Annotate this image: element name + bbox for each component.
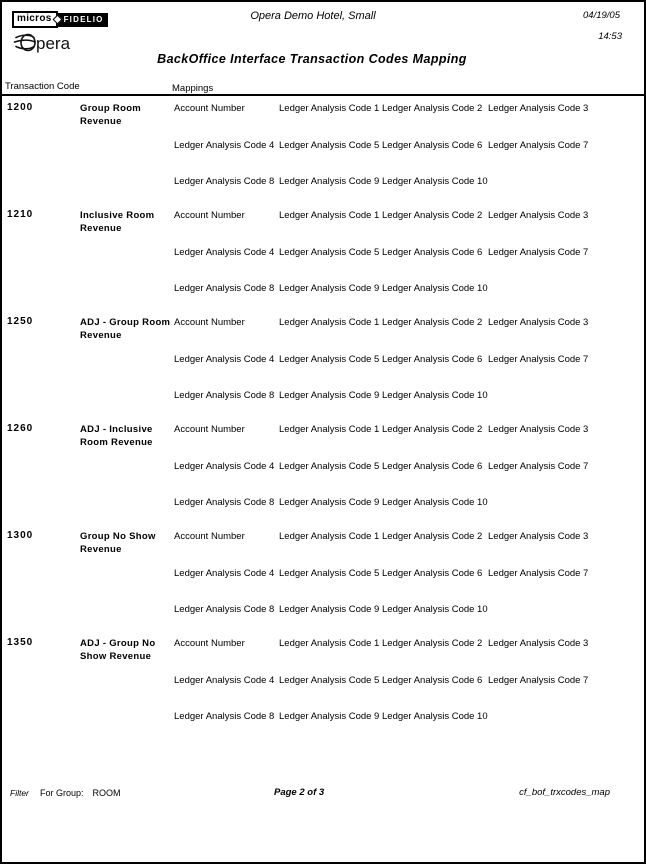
mapping-label: Ledger Analysis Code 2 — [382, 317, 483, 328]
mapping-label: Ledger Analysis Code 4 — [174, 461, 275, 472]
mapping-label: Ledger Analysis Code 9 — [279, 176, 380, 187]
mapping-label: Ledger Analysis Code 1 — [279, 531, 380, 542]
mapping-row — [174, 568, 638, 579]
transaction-code: 1300 — [7, 530, 34, 541]
mapping-label: Ledger Analysis Code 10 — [382, 390, 488, 401]
mapping-label: Ledger Analysis Code 8 — [174, 390, 275, 401]
mapping-label: Ledger Analysis Code 9 — [279, 283, 380, 294]
mapping-label: Ledger Analysis Code 10 — [382, 283, 488, 294]
mapping-label: Ledger Analysis Code 7 — [488, 568, 589, 579]
mapping-label: Ledger Analysis Code 10 — [382, 604, 488, 615]
mapping-label: Ledger Analysis Code 8 — [174, 604, 275, 615]
mapping-label: Ledger Analysis Code 6 — [382, 354, 483, 365]
opera-swirl-icon — [13, 30, 71, 54]
mapping-label: Ledger Analysis Code 2 — [382, 531, 483, 542]
transaction-code: 1200 — [7, 102, 34, 113]
transaction-block — [2, 315, 644, 422]
mapping-label: Ledger Analysis Code 2 — [382, 210, 483, 221]
mapping-label: Ledger Analysis Code 9 — [279, 497, 380, 508]
transaction-description: ADJ - Inclusive Room Revenue — [80, 424, 153, 448]
mapping-label: Ledger Analysis Code 4 — [174, 354, 275, 365]
mapping-row — [174, 354, 638, 365]
report-title: BackOffice Interface Transaction Codes Mapping — [157, 52, 467, 66]
transaction-description: Group No Show Revenue — [80, 531, 156, 555]
mapping-label: Ledger Analysis Code 1 — [279, 424, 380, 435]
mapping-label: Ledger Analysis Code 5 — [279, 354, 380, 365]
mapping-label: Ledger Analysis Code 4 — [174, 247, 275, 258]
mapping-row — [174, 604, 638, 615]
mapping-label: Account Number — [174, 317, 245, 328]
mapping-label: Ledger Analysis Code 2 — [382, 638, 483, 649]
mapping-label: Ledger Analysis Code 7 — [488, 675, 589, 686]
mapping-row — [174, 317, 638, 328]
micros-logo: micros — [12, 11, 58, 28]
mapping-row — [174, 424, 638, 435]
mapping-label: Ledger Analysis Code 7 — [488, 354, 589, 365]
mapping-label: Ledger Analysis Code 9 — [279, 390, 380, 401]
mapping-row — [174, 210, 638, 221]
transaction-code: 1260 — [7, 423, 34, 434]
transaction-description: ADJ - Group Room Revenue — [80, 317, 171, 341]
mapping-row — [174, 497, 638, 508]
mapping-label: Ledger Analysis Code 9 — [279, 711, 380, 722]
mapping-row — [174, 140, 638, 151]
mapping-label: Account Number — [174, 638, 245, 649]
mapping-row — [174, 103, 638, 114]
mapping-label: Ledger Analysis Code 3 — [488, 317, 589, 328]
mapping-label: Ledger Analysis Code 3 — [488, 210, 589, 221]
mapping-label: Ledger Analysis Code 1 — [279, 638, 380, 649]
mapping-row — [174, 711, 638, 722]
transaction-code: 1250 — [7, 316, 34, 327]
mapping-label: Ledger Analysis Code 6 — [382, 675, 483, 686]
mapping-label: Ledger Analysis Code 8 — [174, 497, 275, 508]
report-date: 04/19/05 — [583, 10, 620, 21]
opera-logo-text: pera — [36, 34, 71, 53]
mapping-label: Ledger Analysis Code 8 — [174, 711, 275, 722]
fidelio-logo: FIDELIO — [57, 13, 108, 27]
mapping-label: Ledger Analysis Code 10 — [382, 497, 488, 508]
mapping-label: Ledger Analysis Code 3 — [488, 103, 589, 114]
for-group-label: For Group: — [40, 788, 84, 798]
mapping-label: Ledger Analysis Code 5 — [279, 247, 380, 258]
mapping-label: Ledger Analysis Code 5 — [279, 140, 380, 151]
mapping-label: Ledger Analysis Code 8 — [174, 283, 275, 294]
transaction-block — [2, 101, 644, 208]
mapping-label: Ledger Analysis Code 1 — [279, 317, 380, 328]
column-header-mappings: Mappings — [172, 83, 214, 94]
mapping-label: Ledger Analysis Code 3 — [488, 638, 589, 649]
mapping-row — [174, 283, 638, 294]
mapping-label: Ledger Analysis Code 10 — [382, 711, 488, 722]
mapping-label: Ledger Analysis Code 6 — [382, 568, 483, 579]
transaction-block — [2, 636, 644, 743]
mapping-row — [174, 390, 638, 401]
mapping-label: Account Number — [174, 531, 245, 542]
mapping-label: Ledger Analysis Code 5 — [279, 568, 380, 579]
mapping-row — [174, 531, 638, 542]
mapping-label: Ledger Analysis Code 4 — [174, 675, 275, 686]
hotel-name: Opera Demo Hotel, Small — [250, 10, 376, 22]
mapping-label: Ledger Analysis Code 9 — [279, 604, 380, 615]
mapping-label: Ledger Analysis Code 7 — [488, 247, 589, 258]
mapping-label: Account Number — [174, 103, 245, 114]
transaction-block — [2, 529, 644, 636]
mapping-label: Ledger Analysis Code 1 — [279, 103, 380, 114]
mapping-label: Ledger Analysis Code 4 — [174, 568, 275, 579]
mapping-label: Account Number — [174, 424, 245, 435]
mapping-row — [174, 247, 638, 258]
mapping-row — [174, 461, 638, 472]
footer-filter-label: Filter — [10, 788, 29, 798]
mapping-label: Ledger Analysis Code 6 — [382, 247, 483, 258]
mapping-label: Ledger Analysis Code 2 — [382, 103, 483, 114]
mapping-label: Ledger Analysis Code 3 — [488, 531, 589, 542]
column-header-transaction-code: Transaction Code — [5, 81, 80, 92]
mapping-label: Ledger Analysis Code 6 — [382, 140, 483, 151]
transaction-description: Group Room Revenue — [80, 103, 142, 127]
transaction-block — [2, 422, 644, 529]
mapping-label: Ledger Analysis Code 5 — [279, 675, 380, 686]
mapping-row — [174, 176, 638, 187]
transaction-blocks — [2, 101, 644, 743]
mapping-label: Ledger Analysis Code 7 — [488, 140, 589, 151]
mapping-label: Ledger Analysis Code 10 — [382, 176, 488, 187]
mapping-label: Ledger Analysis Code 6 — [382, 461, 483, 472]
report-id: cf_bof_trxcodes_map — [519, 787, 610, 798]
mapping-label: Ledger Analysis Code 3 — [488, 424, 589, 435]
mapping-label: Ledger Analysis Code 2 — [382, 424, 483, 435]
transaction-code: 1210 — [7, 209, 34, 220]
mapping-label: Ledger Analysis Code 7 — [488, 461, 589, 472]
mapping-row — [174, 638, 638, 649]
page-indicator: Page 2 of 3 — [274, 787, 325, 798]
mapping-row — [174, 675, 638, 686]
transaction-description: ADJ - Group No Show Revenue — [80, 638, 156, 662]
transaction-description: Inclusive Room Revenue — [80, 210, 155, 234]
for-group-value: ROOM — [92, 788, 121, 798]
header-divider-line — [2, 94, 644, 96]
report-time: 14:53 — [598, 31, 622, 42]
transaction-code: 1350 — [7, 637, 34, 648]
footer-for-group — [40, 788, 121, 798]
mapping-label: Ledger Analysis Code 8 — [174, 176, 275, 187]
transaction-block — [2, 208, 644, 315]
mapping-label: Ledger Analysis Code 4 — [174, 140, 275, 151]
mapping-label: Ledger Analysis Code 5 — [279, 461, 380, 472]
mapping-label: Account Number — [174, 210, 245, 221]
mapping-label: Ledger Analysis Code 1 — [279, 210, 380, 221]
